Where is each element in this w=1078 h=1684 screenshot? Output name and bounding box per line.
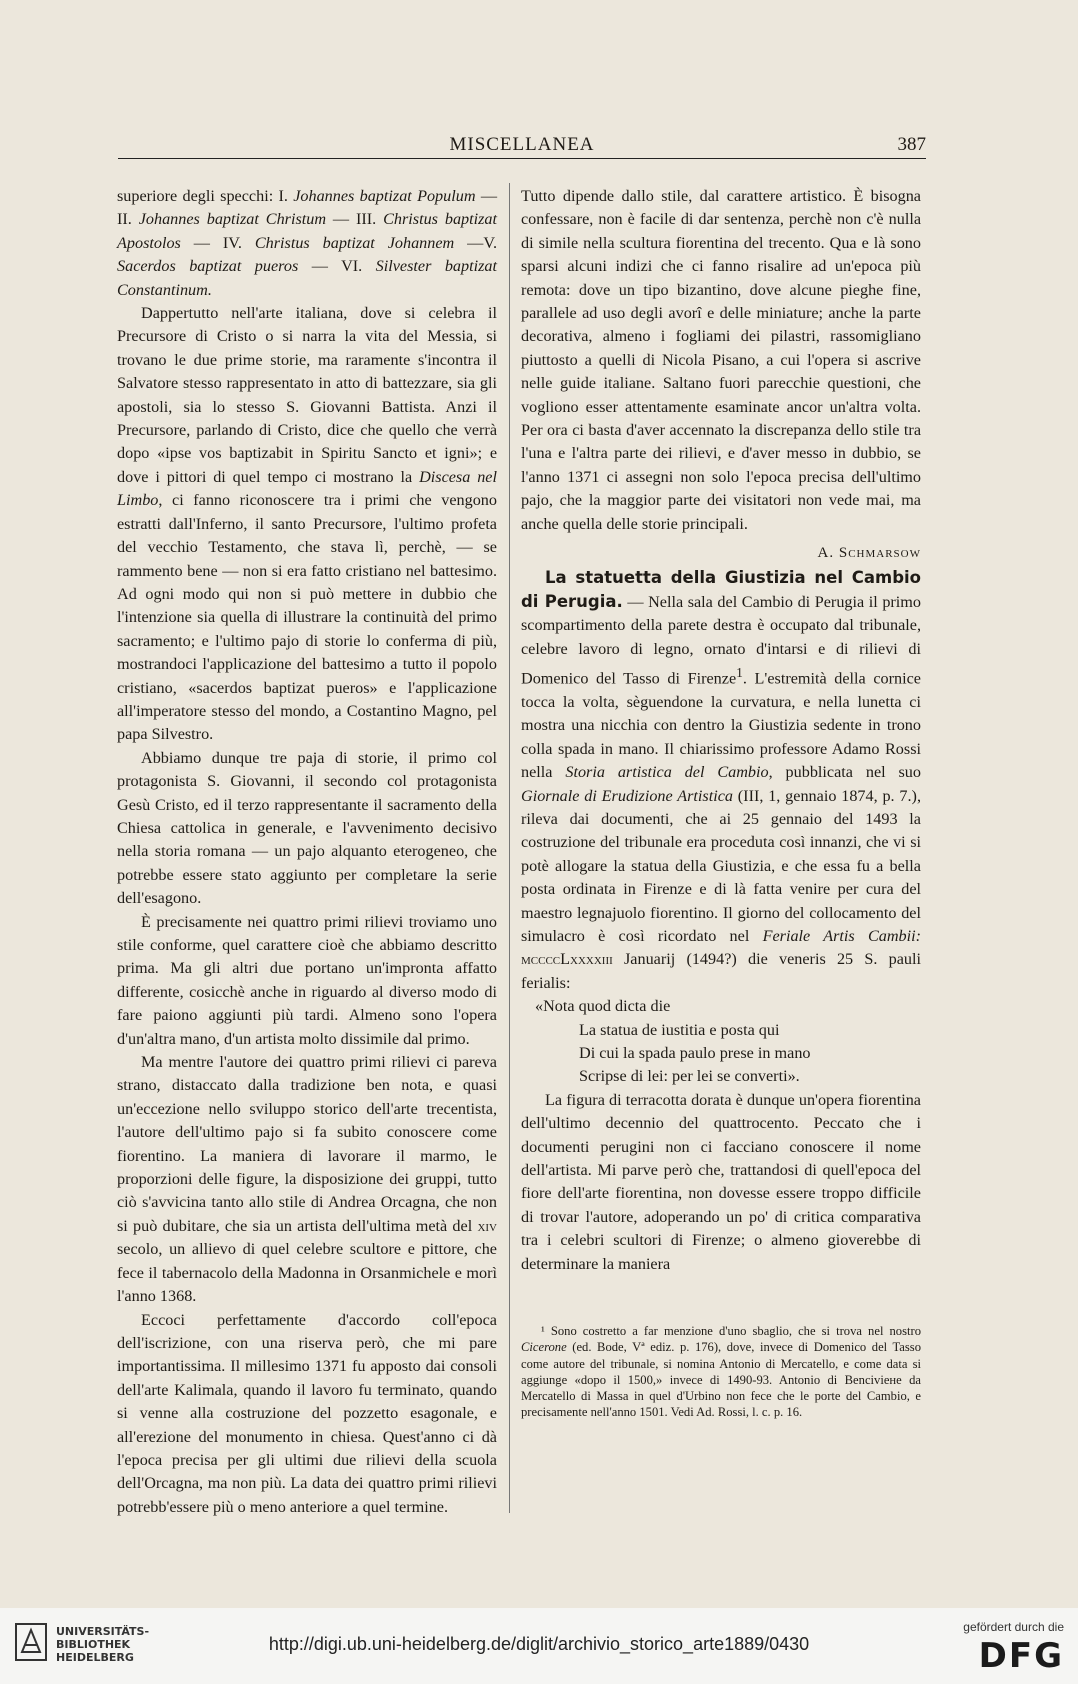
right-paragraph-last: La figura di terracotta dorata è dunque un'opera fiorentina dell'ultimo decennio del quattrocento. Peccato che i documenti perugini non ci facciano conoscere il nome dell'artista. Mi parve però che, trattandosi di quell'epoca del fiore dell'arte fiorentina, non dovesse essere troppo difficile di trovar l'autore, adoperando un po' di critica comparativa tra i celebri scultori di Firenze; o almeno gioverebbe di determinare la maniera <box>521 1090 921 1273</box>
left-paragraph-3: Abbiamo dunque tre paja di storie, il primo col protagonista S. Giovanni, il secondo col protagonista Gesù Cristo, ed il terzo rappresentante il sacramento della Chiesa cattolica in generale, e l'avvenimento decisivo nella storia romana — un pajo alquanto eterogeneo, che potrebbe essere stato aggiunto per completare la serie dell'esagono. <box>117 748 497 908</box>
section-title: La statuetta della Giustizia nel Cambio di Perugia. <box>521 567 921 611</box>
running-head <box>118 134 926 159</box>
permalink-url[interactable]: http://digi.ub.uni-heidelberg.de/diglit/archivio_storico_arte1889/0430 <box>268 1634 810 1654</box>
page-number: 387 <box>897 134 926 155</box>
university-library-name: UNIVERSITÄTS- BIBLIOTHEK HEIDELBERG <box>56 1625 150 1664</box>
right-paragraph-1: Tutto dipende dallo stile, dal carattere artistico. È bisogna confessare, non è facile di dar sentenza, perchè non c'è nulla di simile nella scultura fiorentina del trecento. Qua e là sono sparsi alcuni indizi che ci fanno risalire ad un'epoca più remota: dove un tipo bizantino, dove alcune pieghe fine, parallele ad uso degli avorî e delle miniature; anche la parte decorativa, almeno i fogliami dei pilastri, rassomigliano piuttosto a quelli di Nicola Pisano, a cui l'opera si ascrive nelle guide italiane. Saltano fuori parecchie questioni, che vogliono esser attentamente esaminate ancor un'altra volta. Per ora ci basta d'aver accennato la discrepanza dello stile tra l'una e l'altra parte dei rilievi, e d'aver messo in dubbio, se l'anno 1371 ci assegni non solo l'epoca precisa dell'ultimo pajo, che la maggior parte dei visitatori non vede mai, ma anche quella delle storie principali. <box>521 187 921 533</box>
left-paragraph-6: Eccoci perfettamente d'accordo coll'epoca dell'iscrizione, con una riserva però, che mi pare importantissima. Il millesimo 1371 fu apposto dai consoli dell'arte Kalimala, quando il lavoro fu terminato, quando si venne alla costruzione del pozzetto esagonale, e all'erezione del monumento in chiesa. Quest'anno ci dà l'epoca precisa per gli ultimi due rilievi della scuola dell'Orcagna, ma non più. La data dei quattro primi rilievi potrebb'essere più o meno anteriore a quel termine. <box>117 1310 497 1516</box>
verse-quote <box>521 995 921 1089</box>
right-column <box>521 185 921 1276</box>
dfg-logo: DFG <box>978 1636 1064 1676</box>
quote-line: Di cui la spada paulo prese in mano <box>579 1044 811 1063</box>
footnote-marker: 1 <box>736 665 743 681</box>
section-paragraph: La statuetta della Giustizia nel Cambio di Perugia. — Nella sala del Cambio di Perugia il primo scompartimento della parete destra è occupato dal tribunale, celebre lavoro di legno, ornato d'intarsi e di rilievi di Domenico del Tasso di Firenze$^1$. L'estremità della cornice tocca la volta, sèguendone la curvatura, e nella lunetta ci mostra una nicchia con dentro la Giustizia sedente in trono colla spada in mano. Il chiarissimo professore Adamo Rossi nella Storia artistica del Cambio, pubblicata nel suo Giornale di Erudizione Artistica (III, 1, gennaio 1874, p. 7.), rileva dai documenti, che ai 25 gennaio del 1493 la costruzione del tribunale era proceduta così innanzi, che vi si potè allogare la statua della Giustizia, e che essa fu a bella posta ordinata in Firenze e di là fatta venire per cura del maestro legnajuolo fiorentino. Il giorno del collocamento del simulacro è così ricordato nel Feriale Artis Cambii: mccccLxxxxiii Januarij (1494?) die veneris 25 S. pauli ferialis: <box>521 567 922 992</box>
left-paragraph-5: Ma mentre l'autore dei quattro primi rilievi ci pareva strano, distaccato dalla tradizione ben nota, e quasi un'eccezione nello sviluppo storico dell'arte trecentista, l'autore dell'ultimo pajo si fa subito conoscere come fiorentino. La maniera di lavorare il marmo, le proporzioni delle figure, la disposizione dei gruppi, tutto ciò s'avvicina tanto allo stile di Andrea Orcagna, che non si può dubitare, che sia un artista dell'ultima metà del xiv secolo, un allievo di quel celebre scultore e pittore, che fece il tabernacolo della Madonna in Orsanmichele e morì l'anno 1368. <box>117 1053 497 1306</box>
left-column <box>117 185 497 1519</box>
funded-by-label: gefördert durch die <box>963 1620 1064 1634</box>
footnote-text: ¹ Sono costretto a far menzione d'uno sbaglio, che si trova nel nostro Cicerone (ed. Bode, Vª ediz. p. 176), dove, invece di Domenico del Tasso come autore del tribunale, si nomina Antonio di Mercatello, e come data si aggiunge «dopo il 1500,» invece di 1490-93. Antonio di Bencivieне da Mercatello di Massa in quel d'Urbino non fece che le porte del Cambio, e precisamente nell'anno 1501. Vedi Ad. Rossi, l. c. p. 16. <box>521 1324 921 1420</box>
quote-line: «Nota quod dicta die <box>535 997 671 1016</box>
column-divider <box>509 183 510 1513</box>
quote-line: La statua de iustitia e posta qui <box>579 1020 780 1039</box>
running-title: MISCELLANEA <box>449 134 595 155</box>
quote-line: Scripse di lei: per lei se converti». <box>579 1067 800 1086</box>
left-paragraph-1: superiore degli specchi: I. Johannes baptizat Populum — II. Johannes baptizat Christum — III. Christus baptizat Apostolos — IV. Christus baptizat Johannem —V. Sacerdos baptizat pueros — VI. Silvester baptizat Constantinum. <box>117 187 498 299</box>
viewer-footer <box>0 1608 1078 1684</box>
author-signature: A. Schmarsow <box>817 545 921 562</box>
left-paragraph-2: Dappertutto nell'arte italiana, dove si celebra il Precursore di Cristo o si narra la vita del Messia, si trovano le due prime storie, ma raramente s'incontra il Salvatore stesso rappresentato in atto di battezzare, sia gli apostoli, sia lo stesso S. Giovanni Battista. Anzi il Precursore, parlando di Cristo, dice che quello che verrà dopo «ipse vos baptizabit in Spiritu Sancto et igni»; e dove i pittori di quel tempo ci mostrano la Discesa nel Limbo, ci fanno riconoscere tra i primi che vengono estratti dall'Inferno, il santo Precursore, l'ultimo profeta del vecchio Testamento, che stava lì, perchè, — se rammento bene — non si era fatto cristiano nel battesimo. Ad ogni modo qui non si può mettere in dubbio che l'intenzione sia quella di illustrare la continuità del primo sacramento; e l'ultimo pajo di storie lo conferma di più, mostrandoci l'applicazione del battesimo a tutto il popolo cristiano, «sacerdos baptizat pueros» e l'applicazione all'imperatore stesso del mondo, a Costantino Magno, pel papa Silvestro. <box>117 304 497 744</box>
left-paragraph-4: È precisamente nei quattro primi rilievi troviamo uno stile conforme, quel carattere cioè che abbiamo descritto prima. Ma gli altri due portano un'impronta affatto differente, cosicchè anche in riguardo al diverso modo di fare paiono aggiunti più tardi. Almeno sono l'opera d'un'altra mano, d'un artista molto dissimile dal primo. <box>117 912 497 1048</box>
footnote <box>521 1323 921 1421</box>
